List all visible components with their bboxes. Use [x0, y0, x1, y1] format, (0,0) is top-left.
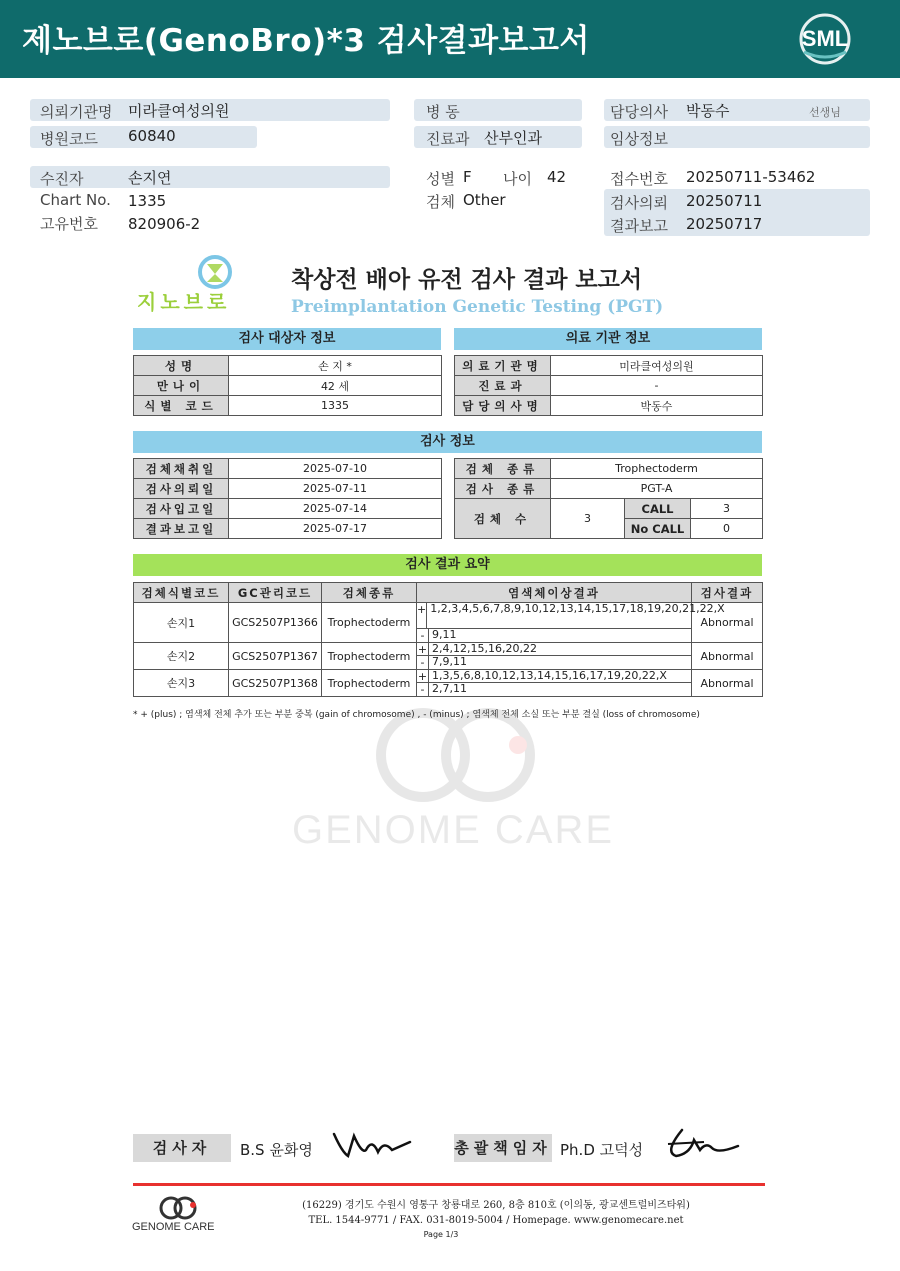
institution-label: 의뢰기관명	[40, 103, 113, 121]
director-signature	[660, 1126, 740, 1166]
subject-age-value: 42 세	[229, 376, 442, 396]
specimen-type: Trophectoderm	[322, 643, 417, 670]
chrom-loss: 7,9,11	[432, 655, 467, 668]
ward-label: 병 동	[426, 103, 460, 121]
address-line: (16229) 경기도 수원시 영통구 창룡대로 260, 8층 810호 (이의동, 광교센트럴비즈타워)	[302, 1200, 690, 1211]
dept-value: 산부인과	[484, 129, 542, 147]
specimen-count-label: 검체 수	[455, 499, 551, 539]
hospital-code-label: 병원코드	[40, 130, 98, 148]
specimen-type: Trophectoderm	[322, 603, 417, 643]
header-bar	[0, 0, 900, 78]
col-specimen-id: 검체식별코드	[134, 583, 229, 603]
subject-name-value: 손 지 *	[229, 356, 442, 376]
test-result: Abnormal	[692, 603, 763, 643]
col-gc-code: GC관리코드	[229, 583, 322, 603]
page-number: Page 1/3	[423, 1230, 459, 1239]
table-row	[455, 479, 763, 499]
inst-dept-label: 진료과	[455, 376, 551, 396]
specimen-id: 손지3	[134, 670, 229, 697]
institution-info-table	[454, 355, 763, 416]
subject-age-label: 만나이	[134, 376, 229, 396]
genobro-logo-text: 지노브로	[137, 290, 231, 314]
patient-value: 손지연	[128, 169, 172, 187]
test-info-head: 검사 정보	[133, 431, 762, 453]
specimen-id: 손지1	[134, 603, 229, 643]
receive-date-label: 검사입고일	[134, 499, 229, 519]
tester-signature	[332, 1128, 412, 1166]
footer-divider	[133, 1183, 765, 1186]
gc-code: GCS2507P1366	[229, 603, 322, 643]
unique-label: 고유번호	[40, 215, 98, 233]
chrom-result-cell	[417, 643, 692, 670]
inst-doctor-label: 담당의사명	[455, 396, 551, 416]
chrom-loss: 9,11	[432, 628, 457, 641]
institution-info-head: 의료 기관 정보	[454, 328, 762, 350]
test-type-label: 검사 종류	[455, 479, 551, 499]
table-row	[134, 376, 442, 396]
table-row	[134, 670, 763, 697]
collect-date-label: 검체채취일	[134, 459, 229, 479]
doctor-title: 선생님	[809, 106, 841, 119]
report-date-label: 결과보고일	[134, 519, 229, 539]
report-label: 결과보고	[610, 217, 668, 235]
footer-address	[286, 1198, 706, 1228]
specimen-id: 손지2	[134, 643, 229, 670]
request-label: 검사의뢰	[610, 194, 668, 212]
request-date-value: 2025-07-11	[229, 479, 442, 499]
receive-date-value: 2025-07-14	[229, 499, 442, 519]
chrom-result-cell	[417, 602, 725, 643]
dept-label: 진료과	[426, 130, 470, 148]
receipt-value: 20250711-53462	[686, 168, 816, 186]
test-result: Abnormal	[692, 670, 763, 697]
request-value: 20250711	[686, 192, 763, 210]
col-test-result: 검사결과	[692, 583, 763, 603]
sml-logo-text: SML	[801, 26, 849, 51]
clinical-label: 임상정보	[610, 130, 668, 148]
report-date-value: 2025-07-17	[229, 519, 442, 539]
test-type-value: PGT-A	[551, 479, 763, 499]
minus-sign: -	[417, 683, 429, 696]
table-row	[455, 356, 763, 376]
chrom-loss: 2,7,11	[432, 682, 467, 695]
subject-id-value: 1335	[229, 396, 442, 416]
test-dates-table	[133, 458, 442, 539]
subject-info-head: 검사 대상자 정보	[133, 328, 441, 350]
subject-info-table	[133, 355, 442, 416]
table-row	[134, 459, 442, 479]
sex-label: 성별	[426, 170, 455, 188]
plus-sign: +	[417, 603, 427, 628]
report-title: 착상전 배아 유전 검사 결과 보고서	[291, 267, 643, 293]
call-value: 3	[691, 499, 763, 519]
minus-sign: -	[417, 629, 429, 642]
report-header-title: 제노브로(GenoBro)*3 검사결과보고서	[22, 23, 590, 59]
specimen-count-value: 3	[551, 499, 625, 539]
plus-sign: +	[417, 643, 428, 656]
minus-sign: -	[417, 656, 429, 669]
chart-label: Chart No.	[40, 191, 111, 209]
table-row	[134, 499, 442, 519]
gc-code: GCS2507P1368	[229, 670, 322, 697]
inst-name-label: 의료기관명	[455, 356, 551, 376]
receipt-label: 접수번호	[610, 170, 668, 188]
unique-value: 820906-2	[128, 215, 201, 233]
inst-dept-value: -	[551, 376, 763, 396]
watermark-text: GENOME CARE	[291, 808, 615, 852]
plus-sign: +	[417, 670, 428, 683]
table-row	[134, 356, 442, 376]
age-value: 42	[547, 168, 567, 186]
sex-value: F	[463, 168, 472, 186]
inst-name-value: 미라클여성의원	[551, 356, 763, 376]
sml-logo	[796, 12, 854, 66]
hospital-code-value: 60840	[128, 127, 176, 145]
tester-label: 검사자	[133, 1134, 231, 1162]
doctor-value: 박동수	[686, 102, 730, 120]
patient-label: 수진자	[40, 170, 84, 188]
table-row	[134, 396, 442, 416]
chart-value: 1335	[128, 192, 167, 210]
test-result: Abnormal	[692, 643, 763, 670]
table-row	[134, 519, 442, 539]
footnote: * + (plus) ; 염색체 전체 추가 또는 부분 중복 (gain of chromosome) , - (minus) ; 염색체 전체 소실 또는 부분 결실 (loss of chromosome)	[133, 710, 700, 720]
inst-doctor-value: 박동수	[551, 396, 763, 416]
gc-code: GCS2507P1367	[229, 643, 322, 670]
col-specimen-type: 검체종류	[322, 583, 417, 603]
nocall-label: No CALL	[625, 519, 691, 539]
genome-care-logo-text: GENOME CARE	[132, 1221, 215, 1233]
specimen-type-value: Trophectoderm	[551, 459, 763, 479]
call-label: CALL	[625, 499, 691, 519]
report-value: 20250717	[686, 215, 763, 233]
specimen-type-label: 검체 종류	[455, 459, 551, 479]
specimen-value: Other	[463, 191, 506, 209]
director-label: 총괄책임자	[454, 1134, 552, 1162]
tester-name: B.S 윤화영	[240, 1141, 313, 1159]
chrom-result-cell	[417, 670, 692, 697]
subject-name-label: 성명	[134, 356, 229, 376]
specimen-label: 검체	[426, 193, 455, 211]
age-label: 나이	[503, 170, 532, 188]
summary-header-row	[134, 583, 763, 603]
subject-id-label: 식별 코드	[134, 396, 229, 416]
report-subtitle: Preimplantation Genetic Testing (PGT)	[291, 297, 664, 317]
request-date-label: 검사의뢰일	[134, 479, 229, 499]
table-row	[134, 603, 763, 643]
collect-date-value: 2025-07-10	[229, 459, 442, 479]
table-row	[455, 459, 763, 479]
table-row	[455, 499, 763, 519]
chrom-gain: 2,4,12,15,16,20,22	[432, 642, 537, 655]
genome-care-watermark	[273, 700, 633, 860]
col-chrom-result: 염색체이상결과	[417, 583, 692, 603]
summary-head: 검사 결과 요약	[133, 554, 762, 576]
contact-line: TEL. 1544-9771 / FAX. 031-8019-5004 / Homepage. www.genomecare.net	[308, 1215, 684, 1226]
institution-value: 미라클여성의원	[128, 102, 230, 120]
director-name: Ph.D 고덕성	[560, 1141, 644, 1159]
doctor-label: 담당의사	[610, 103, 668, 121]
table-row	[134, 643, 763, 670]
nocall-value: 0	[691, 519, 763, 539]
table-row	[134, 479, 442, 499]
table-row	[455, 396, 763, 416]
patient-row-bg	[30, 166, 390, 188]
test-spec-table	[454, 458, 763, 539]
specimen-type: Trophectoderm	[322, 670, 417, 697]
chrom-gain: 1,2,3,4,5,6,7,8,9,10,12,13,14,15,17,18,19,20,21,22,X	[430, 602, 725, 615]
summary-table	[133, 582, 763, 697]
chrom-gain: 1,3,5,6,8,10,12,13,14,15,16,17,19,20,22,X	[432, 669, 667, 682]
table-row	[455, 376, 763, 396]
